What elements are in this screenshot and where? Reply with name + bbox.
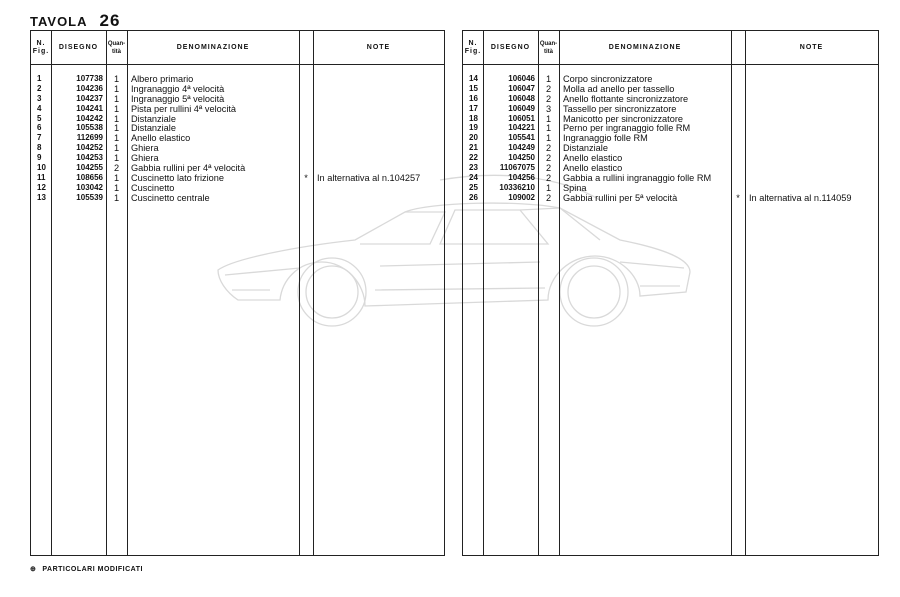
cell-fig: 10: [37, 163, 46, 173]
cell-qty: 1: [113, 93, 120, 104]
parts-table-left: [30, 30, 445, 556]
cell-disegno: 105539: [76, 192, 103, 202]
cell-qty: 1: [113, 182, 120, 193]
cell-qty: 2: [545, 93, 552, 104]
cell-qty: 2: [113, 163, 120, 174]
table-row: [463, 163, 878, 173]
cell-qty: 2: [545, 143, 552, 154]
cell-note: In alternativa al n.114059: [749, 192, 852, 203]
header-quantita: Quan- tità: [539, 40, 558, 55]
cell-denominazione: Distanziale: [131, 113, 176, 124]
cell-denominazione: Ghiera: [131, 143, 159, 154]
cell-fig: 8: [37, 143, 42, 153]
cell-disegno: 106047: [508, 83, 535, 93]
cell-fig: 1: [37, 74, 42, 83]
cell-disegno: 109002: [508, 192, 535, 202]
cell-disegno: 104256: [508, 172, 535, 182]
cell-fig: 4: [37, 103, 42, 113]
cell-disegno: 104253: [76, 153, 103, 163]
cell-denominazione: Anello elastico: [131, 133, 191, 144]
cell-disegno: 104249: [508, 143, 535, 153]
cell-disegno: 104236: [76, 83, 103, 93]
table-row: [31, 84, 444, 94]
cell-fig: 22: [469, 153, 478, 163]
cell-denominazione: Pista per rullini 4ª velocità: [131, 103, 237, 114]
table-row: [31, 193, 444, 203]
cell-fig: 15: [469, 83, 478, 93]
cell-denominazione: Ghiera: [131, 153, 159, 164]
header-note: NOTE: [366, 43, 391, 51]
cell-mark: *: [736, 192, 740, 203]
cell-disegno: 10336210: [499, 182, 535, 192]
cell-fig: 13: [37, 192, 46, 202]
cell-denominazione: Ingranaggio 4ª velocità: [131, 83, 225, 94]
cell-denominazione: Ingranaggio 5ª velocità: [131, 93, 225, 104]
cell-fig: 19: [469, 123, 478, 133]
cell-qty: 2: [545, 172, 552, 183]
cell-disegno: 105541: [508, 133, 535, 143]
cell-denominazione: Cuscinetto centrale: [131, 192, 210, 203]
cell-denominazione: Distanziale: [131, 123, 176, 134]
table-row: [463, 104, 878, 114]
cell-disegno: 106046: [508, 74, 535, 83]
cell-disegno: 107738: [76, 74, 103, 83]
cell-qty: 1: [113, 133, 120, 144]
cell-denominazione: Gabbia a rullini ingranaggio folle RM: [563, 172, 712, 183]
cell-denominazione: Anello elastico: [563, 163, 623, 174]
table-row: [463, 84, 878, 94]
cell-qty: 1: [545, 113, 552, 124]
cell-qty: 1: [113, 143, 120, 154]
tavola-number: 26: [99, 11, 121, 30]
header-denominazione: DENOMINAZIONE: [176, 43, 250, 51]
cell-fig: 25: [469, 182, 478, 192]
header-fig: N. Fig.: [464, 39, 482, 55]
cell-disegno: 103042: [76, 182, 103, 192]
cell-disegno: 104250: [508, 153, 535, 163]
cell-denominazione: Gabbia rullini per 4ª velocità: [131, 163, 246, 174]
rows-left: [31, 74, 444, 203]
table-row: [31, 114, 444, 124]
table-row: [31, 94, 444, 104]
cell-qty: 2: [545, 192, 552, 203]
cell-qty: 1: [113, 172, 120, 183]
table-row: [463, 74, 878, 84]
table-row: [463, 143, 878, 153]
cell-qty: 1: [113, 123, 120, 134]
cell-denominazione: Cuscinetto lato frizione: [131, 172, 224, 183]
cell-disegno: 104241: [76, 103, 103, 113]
cell-disegno: 104221: [508, 123, 535, 133]
cell-qty: 1: [545, 123, 552, 134]
cell-denominazione: Manicotto per sincronizzatore: [563, 113, 684, 124]
cell-qty: 2: [545, 153, 552, 164]
table-row: [463, 173, 878, 183]
cell-denominazione: Molla ad anello per tassello: [563, 83, 675, 94]
cell-fig: 6: [37, 123, 42, 133]
cell-qty: 1: [113, 153, 120, 164]
cell-qty: 1: [545, 74, 552, 84]
cell-fig: 9: [37, 153, 42, 163]
cell-fig: 2: [37, 83, 42, 93]
cell-qty: 1: [545, 133, 552, 144]
cell-disegno: 11067075: [499, 163, 535, 173]
table-row: [31, 123, 444, 133]
cell-denominazione: Tassello per sincronizzatore: [563, 103, 677, 114]
cell-fig: 18: [469, 113, 478, 123]
table-row: [31, 163, 444, 173]
cell-disegno: 106051: [508, 113, 535, 123]
cell-fig: 23: [469, 163, 478, 173]
cell-qty: 1: [545, 182, 552, 193]
cell-fig: 17: [469, 103, 478, 113]
table-row: [31, 173, 444, 183]
cell-qty: 1: [113, 83, 120, 94]
cell-fig: 16: [469, 93, 478, 103]
header-disegno: DISEGNO: [490, 43, 531, 51]
cell-fig: 14: [469, 74, 478, 83]
cell-denominazione: Ingranaggio folle RM: [563, 133, 648, 144]
cell-disegno: 104242: [76, 113, 103, 123]
modified-parts-symbol: ⊕: [30, 566, 37, 573]
footer-legend: [30, 565, 143, 573]
cell-disegno: 112699: [76, 133, 103, 143]
cell-fig: 12: [37, 182, 46, 192]
table-row: [31, 183, 444, 193]
footer-text: PARTICOLARI MODIFICATI: [42, 566, 143, 573]
cell-denominazione: Spina: [563, 182, 587, 193]
rows-right: [463, 74, 878, 203]
cell-denominazione: Corpo sincronizzatore: [563, 74, 653, 84]
cell-disegno: 105538: [76, 123, 103, 133]
header-quantita: Quan- tità: [107, 40, 126, 55]
cell-fig: 26: [469, 192, 478, 202]
table-row: [463, 183, 878, 193]
table-row: [463, 153, 878, 163]
cell-denominazione: Albero primario: [131, 74, 194, 84]
header-denominazione: DENOMINAZIONE: [608, 43, 682, 51]
cell-disegno: 104252: [76, 143, 103, 153]
table-row: [463, 123, 878, 133]
cell-fig: 24: [469, 172, 478, 182]
table-row: [463, 114, 878, 124]
table-row: [31, 133, 444, 143]
table-row: [463, 193, 878, 203]
cell-qty: 3: [545, 103, 552, 114]
cell-note: In alternativa al n.104257: [317, 172, 421, 183]
header-fig: N. Fig.: [32, 39, 50, 55]
header-disegno: DISEGNO: [58, 43, 99, 51]
cell-fig: 11: [37, 172, 46, 182]
cell-denominazione: Anello elastico: [563, 153, 623, 164]
cell-fig: 21: [469, 143, 478, 153]
table-row: [31, 143, 444, 153]
table-row: [31, 74, 444, 84]
cell-fig: 7: [37, 133, 42, 143]
cell-fig: 5: [37, 113, 42, 123]
table-row: [463, 94, 878, 104]
tavola-label: TAVOLA: [30, 14, 88, 29]
cell-denominazione: Distanziale: [563, 143, 608, 154]
table-row: [463, 133, 878, 143]
cell-mark: *: [304, 172, 308, 183]
page-title: [30, 11, 120, 31]
cell-qty: 1: [113, 192, 120, 203]
parts-table-right: [462, 30, 879, 556]
cell-denominazione: Cuscinetto: [131, 182, 175, 193]
cell-disegno: 106049: [508, 103, 535, 113]
header-note: NOTE: [799, 43, 824, 51]
cell-qty: 1: [113, 113, 120, 124]
cell-qty: 2: [545, 83, 552, 94]
cell-denominazione: Gabbia rullini per 5ª velocità: [563, 192, 678, 203]
table-row: [31, 153, 444, 163]
cell-denominazione: Anello flottante sincronizzatore: [563, 93, 689, 104]
cell-disegno: 108656: [76, 172, 103, 182]
cell-fig: 20: [469, 133, 478, 143]
cell-disegno: 104237: [76, 93, 103, 103]
cell-disegno: 106048: [508, 93, 535, 103]
cell-denominazione: Perno per ingranaggio folle RM: [563, 123, 691, 134]
cell-qty: 2: [545, 163, 552, 174]
table-row: [31, 104, 444, 114]
cell-qty: 1: [113, 103, 120, 114]
cell-fig: 3: [37, 93, 42, 103]
cell-disegno: 104255: [76, 163, 103, 173]
cell-qty: 1: [113, 74, 120, 84]
